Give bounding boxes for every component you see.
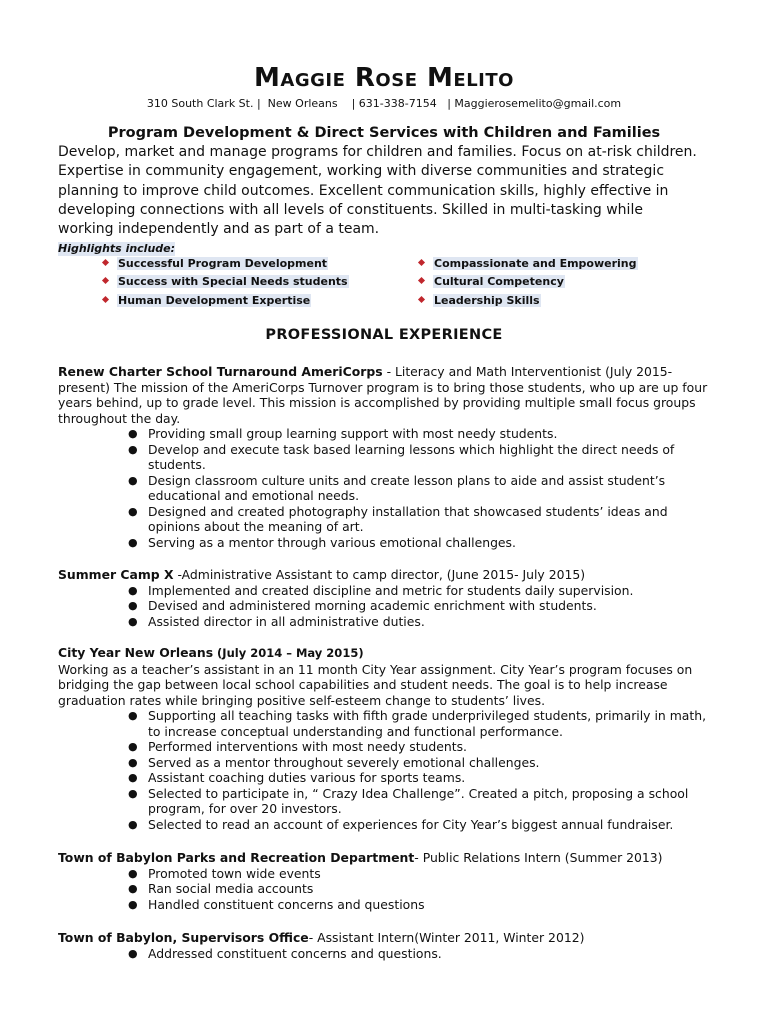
highlight-item: Success with Special Needs students [103, 275, 349, 289]
headline: Program Development & Direct Services with Children and Families [107, 125, 661, 141]
diamond-bullet-icon [418, 296, 425, 303]
list-item: ● Selected to read an account of experiences for City Year’s biggest annual fundraiser. [128, 816, 674, 832]
diamond-bullet-icon [418, 259, 425, 266]
highlight-item: Successful Program Development [103, 257, 328, 271]
list-item: ● Supporting all teaching tasks with fifth grade underprivileged students, primarily in math, to increase conceptual understanding and functional performance. [128, 708, 707, 739]
diamond-bullet-icon [102, 259, 109, 266]
job-organization: City Year New Orleans [58, 645, 214, 660]
diamond-bullet-icon [102, 277, 109, 284]
job-bullets [58, 946, 708, 962]
job-bullets [58, 866, 708, 913]
job-summary [58, 364, 708, 426]
list-item: ● Ran social media accounts [128, 881, 314, 896]
job-bullets [58, 583, 708, 630]
job-organization: Town of Babylon, Supervisors Office [58, 930, 309, 945]
job-organization: Town of Babylon Parks and Recreation Department [58, 850, 415, 865]
job-bullets [58, 708, 708, 832]
job-description: - Public Relations Intern (Summer 2013) [414, 850, 663, 865]
list-item: ● Assisted director in all administrative duties. [128, 613, 425, 629]
diamond-bullet-icon [418, 277, 425, 284]
diamond-bullet-icon [102, 296, 109, 303]
list-item: ● Design classroom culture units and create lesson plans to aide and assist student’s educational and emotional needs. [128, 472, 666, 503]
list-item: ● Implemented and created discipline and metric for students daily supervision. [128, 582, 634, 598]
list-item: ● Promoted town wide events [128, 865, 321, 881]
contact-line: 310 South Clark St. | New Orleans | 631-338-7154 | Maggierosemelito@gmail.com [146, 97, 622, 110]
job-summary [58, 567, 708, 583]
list-item: ● Selected to participate in, “ Crazy Idea Challenge”. Created a pitch, proposing a school program, for over 20 investors. [128, 785, 689, 816]
job-dates: (July 2014 – May 2015) [217, 646, 364, 660]
job-description: -Administrative Assistant to camp director, (June 2015- July 2015) [173, 567, 586, 582]
list-item: ● Assistant coaching duties various for sports teams. [128, 770, 466, 785]
job-organization: Renew Charter School Turnaround AmeriCorps [58, 364, 383, 379]
job-description: - Assistant Intern(Winter 2011, Winter 2012) [308, 930, 585, 945]
job-summary [58, 850, 708, 866]
list-item: ● Served as a mentor throughout severely emotional challenges. [128, 754, 540, 770]
job-bullets [58, 426, 708, 550]
list-item: ● Handled constituent concerns and questions [128, 896, 425, 912]
list-item: ● Addressed constituent concerns and questions. [128, 945, 442, 961]
job-organization: Summer Camp X [58, 567, 174, 582]
list-item: ● Performed interventions with most needy students. [128, 739, 467, 754]
highlight-item: Cultural Competency [419, 275, 565, 289]
job-entry [58, 567, 708, 629]
job-entry [58, 364, 708, 550]
job-summary [58, 930, 708, 946]
highlight-item: Leadership Skills [419, 294, 541, 308]
list-item: ● Develop and execute task based learning lessons which highlight the direct needs of students. [128, 441, 675, 472]
job-description: Working as a teacher’s assistant in an 11 month City Year assignment. City Year’s program focuses on bridging the gap between local school capabilities and student needs. The goal is to help increase graduation rates while bringing positive self-esteem change to students’ lives. [58, 661, 693, 708]
applicant-name: Maggie Rose Melito [254, 63, 514, 93]
highlight-item: Compassionate and Empowering [419, 257, 638, 271]
job-entry [58, 850, 708, 912]
job-entry [58, 645, 708, 832]
section-title: PROFESSIONAL EXPERIENCE [265, 327, 503, 343]
list-item: ● Providing small group learning support with most needy students. [128, 426, 558, 441]
list-item: ● Designed and created photography installation that showcased students’ ideas and opinions about the meaning of art. [128, 503, 668, 534]
job-heading [58, 645, 708, 662]
list-item: ● Serving as a mentor through various emotional challenges. [128, 534, 516, 550]
highlights-title: Highlights include: [58, 242, 176, 255]
job-description: - Literacy and Math Interventionist (July 2015-present) The mission of the AmeriCorps Turnover program is to bring those students, who up are up four years behind, up to grade level. This mission is accomplished by providing multiple small focus groups throughout the day. [58, 364, 708, 426]
list-item: ● Devised and administered morning academic enrichment with students. [128, 598, 597, 613]
job-entry [58, 930, 708, 961]
highlight-item: Human Development Expertise [103, 294, 311, 308]
summary-paragraph: Develop, market and manage programs for children and families. Focus on at-risk children. Expertise in community engagement, working with diverse communities and strategic planning to improve child outcomes. Excellent communication skills, highly effective in developing connections with all levels of constituents. Skilled in multi-tasking while working independently and as part of a team. [58, 144, 697, 238]
